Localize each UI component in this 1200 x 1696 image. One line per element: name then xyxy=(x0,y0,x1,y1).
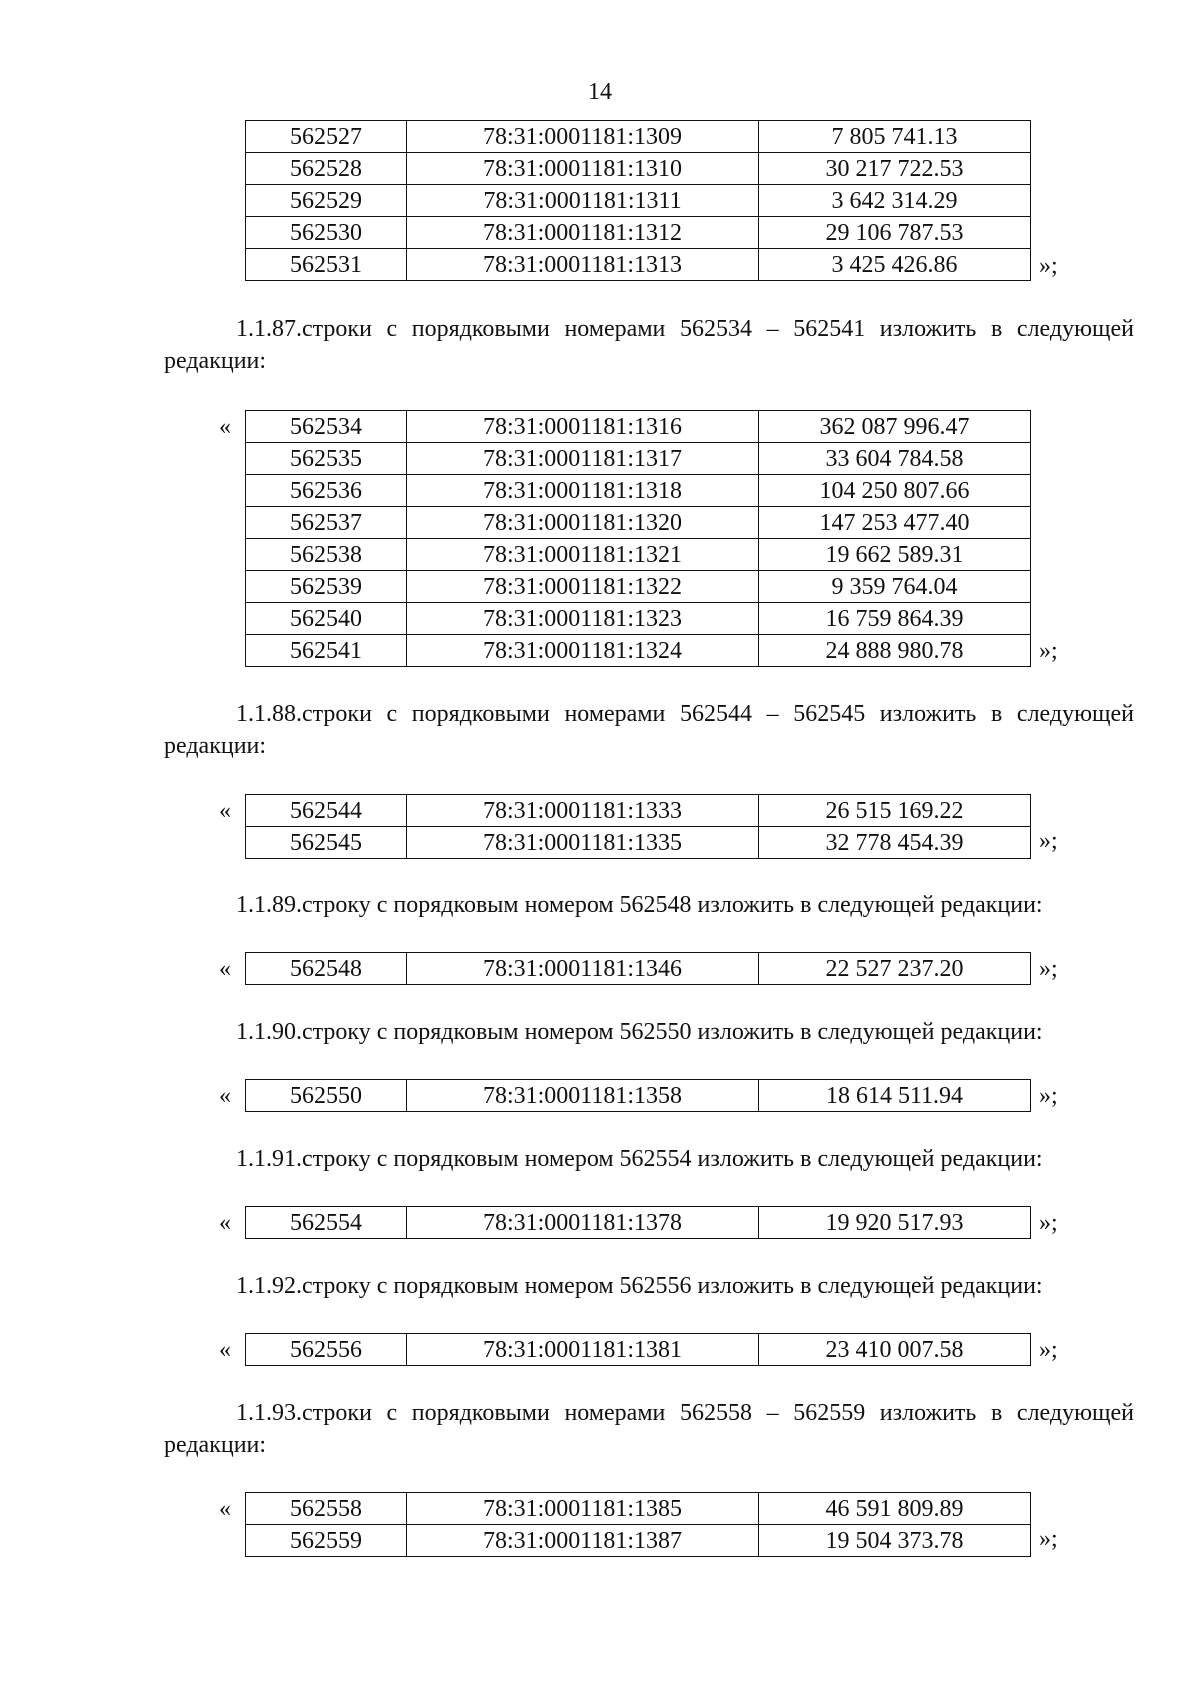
row-number-cell: 562538 xyxy=(246,539,407,571)
value-cell: 32 778 454.39 xyxy=(759,827,1031,859)
clause-paragraph: 1.1.88.строки с порядковыми номерами 562544 – 562545 изложить в следующей редакции: xyxy=(164,701,1134,759)
table-1-1-87 xyxy=(245,410,1031,667)
clause-paragraph: 1.1.91.строку с порядковым номером 562554 изложить в следующей редакции: xyxy=(236,1146,1043,1172)
opening-quote: « xyxy=(219,1210,231,1236)
value-cell: 46 591 809.89 xyxy=(759,1493,1031,1525)
table-row xyxy=(246,153,1031,185)
closing-quote: »; xyxy=(1039,1210,1058,1236)
value-cell: 26 515 169.22 xyxy=(759,795,1031,827)
cadastral-number-cell: 78:31:0001181:1321 xyxy=(407,539,759,571)
row-number-cell: 562556 xyxy=(246,1334,407,1366)
row-number-cell: 562531 xyxy=(246,249,407,281)
value-cell: 19 920 517.93 xyxy=(759,1207,1031,1239)
cadastral-number-cell: 78:31:0001181:1358 xyxy=(407,1080,759,1112)
clause-paragraph: 1.1.90.строку с порядковым номером 562550 изложить в следующей редакции: xyxy=(236,1019,1043,1045)
value-cell: 3 425 426.86 xyxy=(759,249,1031,281)
cadastral-number-cell: 78:31:0001181:1346 xyxy=(407,953,759,985)
table-row xyxy=(246,507,1031,539)
table-row xyxy=(246,185,1031,217)
table-row xyxy=(246,1334,1031,1366)
table-row xyxy=(246,571,1031,603)
table-row xyxy=(246,121,1031,153)
value-cell: 16 759 864.39 xyxy=(759,603,1031,635)
value-cell: 104 250 807.66 xyxy=(759,475,1031,507)
clause-paragraph: 1.1.87.строки с порядковыми номерами 562534 – 562541 изложить в следующей редакции: xyxy=(164,316,1134,374)
value-cell: 33 604 784.58 xyxy=(759,443,1031,475)
data-table xyxy=(245,1079,1031,1112)
cadastral-number-cell: 78:31:0001181:1378 xyxy=(407,1207,759,1239)
value-cell: 23 410 007.58 xyxy=(759,1334,1031,1366)
table-row xyxy=(246,217,1031,249)
value-cell: 24 888 980.78 xyxy=(759,635,1031,667)
row-number-cell: 562537 xyxy=(246,507,407,539)
cadastral-number-cell: 78:31:0001181:1381 xyxy=(407,1334,759,1366)
cadastral-number-cell: 78:31:0001181:1320 xyxy=(407,507,759,539)
value-cell: 7 805 741.13 xyxy=(759,121,1031,153)
data-table xyxy=(245,1333,1031,1366)
value-cell: 19 504 373.78 xyxy=(759,1525,1031,1557)
value-cell: 19 662 589.31 xyxy=(759,539,1031,571)
clause-paragraph: 1.1.89.строку с порядковым номером 562548 изложить в следующей редакции: xyxy=(236,892,1043,918)
row-number-cell: 562534 xyxy=(246,411,407,443)
data-table xyxy=(245,794,1031,859)
table-1-1-90 xyxy=(245,1079,1031,1112)
row-number-cell: 562541 xyxy=(246,635,407,667)
table-row xyxy=(246,539,1031,571)
table-row xyxy=(246,953,1031,985)
opening-quote: « xyxy=(219,1496,231,1522)
table-row xyxy=(246,795,1031,827)
table-row xyxy=(246,1493,1031,1525)
row-number-cell: 562540 xyxy=(246,603,407,635)
closing-quote: »; xyxy=(1039,1083,1058,1109)
table-row xyxy=(246,1080,1031,1112)
cadastral-number-cell: 78:31:0001181:1385 xyxy=(407,1493,759,1525)
closing-quote: »; xyxy=(1039,638,1058,664)
closing-quote: »; xyxy=(1039,253,1058,279)
table-row xyxy=(246,603,1031,635)
cadastral-number-cell: 78:31:0001181:1312 xyxy=(407,217,759,249)
table-row xyxy=(246,443,1031,475)
row-number-cell: 562558 xyxy=(246,1493,407,1525)
cadastral-number-cell: 78:31:0001181:1310 xyxy=(407,153,759,185)
cadastral-number-cell: 78:31:0001181:1335 xyxy=(407,827,759,859)
row-number-cell: 562548 xyxy=(246,953,407,985)
data-table xyxy=(245,1492,1031,1557)
cadastral-number-cell: 78:31:0001181:1311 xyxy=(407,185,759,217)
clause-paragraph: 1.1.92.строку с порядковым номером 562556 изложить в следующей редакции: xyxy=(236,1273,1043,1299)
cadastral-number-cell: 78:31:0001181:1316 xyxy=(407,411,759,443)
table-1-1-89 xyxy=(245,952,1031,985)
opening-quote: « xyxy=(219,1337,231,1363)
value-cell: 18 614 511.94 xyxy=(759,1080,1031,1112)
value-cell: 3 642 314.29 xyxy=(759,185,1031,217)
data-table xyxy=(245,410,1031,667)
row-number-cell: 562535 xyxy=(246,443,407,475)
value-cell: 30 217 722.53 xyxy=(759,153,1031,185)
table-row xyxy=(246,249,1031,281)
row-number-cell: 562528 xyxy=(246,153,407,185)
closing-quote: »; xyxy=(1039,1337,1058,1363)
opening-quote: « xyxy=(219,956,231,982)
closing-quote: »; xyxy=(1039,956,1058,982)
table-row xyxy=(246,1207,1031,1239)
page-number: 14 xyxy=(588,79,612,105)
closing-quote: »; xyxy=(1039,1526,1058,1552)
table-1-1-88 xyxy=(245,794,1031,859)
value-cell: 29 106 787.53 xyxy=(759,217,1031,249)
table-row xyxy=(246,1525,1031,1557)
cadastral-number-cell: 78:31:0001181:1324 xyxy=(407,635,759,667)
cadastral-number-cell: 78:31:0001181:1323 xyxy=(407,603,759,635)
data-table xyxy=(245,952,1031,985)
cadastral-number-cell: 78:31:0001181:1318 xyxy=(407,475,759,507)
table-row xyxy=(246,635,1031,667)
opening-quote: « xyxy=(219,1083,231,1109)
row-number-cell: 562529 xyxy=(246,185,407,217)
table-row xyxy=(246,475,1031,507)
cadastral-number-cell: 78:31:0001181:1313 xyxy=(407,249,759,281)
cadastral-number-cell: 78:31:0001181:1317 xyxy=(407,443,759,475)
data-table xyxy=(245,1206,1031,1239)
row-number-cell: 562559 xyxy=(246,1525,407,1557)
cadastral-number-cell: 78:31:0001181:1309 xyxy=(407,121,759,153)
cadastral-number-cell: 78:31:0001181:1387 xyxy=(407,1525,759,1557)
value-cell: 22 527 237.20 xyxy=(759,953,1031,985)
opening-quote: « xyxy=(219,798,231,824)
cadastral-number-cell: 78:31:0001181:1333 xyxy=(407,795,759,827)
data-table xyxy=(245,120,1031,281)
row-number-cell: 562527 xyxy=(246,121,407,153)
row-number-cell: 562550 xyxy=(246,1080,407,1112)
row-number-cell: 562536 xyxy=(246,475,407,507)
row-number-cell: 562545 xyxy=(246,827,407,859)
table-1-1-92 xyxy=(245,1333,1031,1366)
cadastral-number-cell: 78:31:0001181:1322 xyxy=(407,571,759,603)
table-continuation xyxy=(245,120,1031,281)
row-number-cell: 562554 xyxy=(246,1207,407,1239)
table-1-1-91 xyxy=(245,1206,1031,1239)
row-number-cell: 562530 xyxy=(246,217,407,249)
closing-quote: »; xyxy=(1039,828,1058,854)
value-cell: 147 253 477.40 xyxy=(759,507,1031,539)
value-cell: 362 087 996.47 xyxy=(759,411,1031,443)
row-number-cell: 562539 xyxy=(246,571,407,603)
clause-paragraph: 1.1.93.строки с порядковыми номерами 562558 – 562559 изложить в следующей редакции: xyxy=(164,1400,1134,1458)
table-1-1-93 xyxy=(245,1492,1031,1557)
row-number-cell: 562544 xyxy=(246,795,407,827)
table-row xyxy=(246,411,1031,443)
table-row xyxy=(246,827,1031,859)
opening-quote: « xyxy=(219,414,231,440)
value-cell: 9 359 764.04 xyxy=(759,571,1031,603)
